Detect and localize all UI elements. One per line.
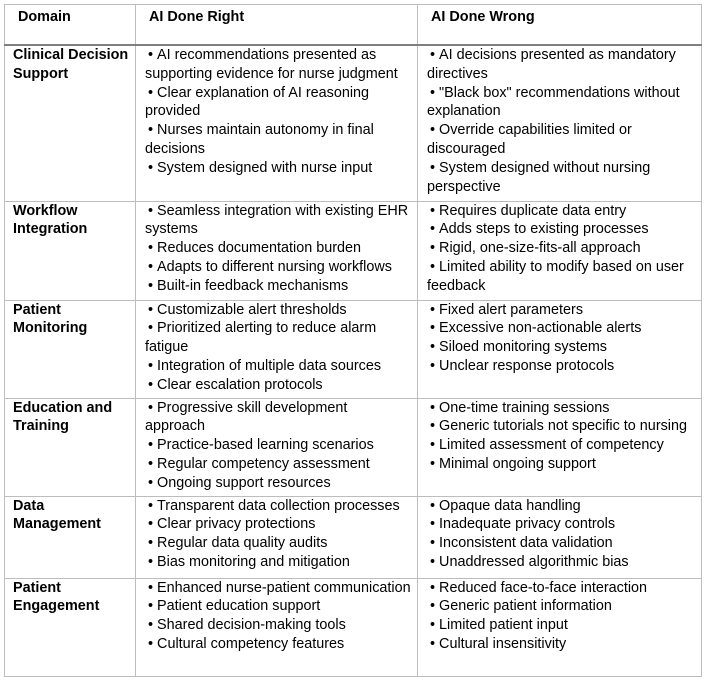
list-item: • Inadequate privacy controls — [427, 515, 695, 534]
wrong-list — [427, 579, 695, 654]
wrong-list — [427, 399, 695, 474]
right-list — [145, 399, 411, 493]
list-item: • Reduces documentation burden — [145, 239, 411, 258]
wrong-list — [427, 301, 695, 376]
list-item: • System designed without nursing perspective — [427, 159, 695, 197]
list-item: • Inconsistent data validation — [427, 534, 695, 553]
wrong-list — [427, 46, 695, 196]
right-list — [145, 46, 411, 178]
list-item: • Opaque data handling — [427, 497, 695, 516]
domain-cell: Clinical Decision Support — [5, 45, 136, 201]
list-item: • Cultural insensitivity — [427, 635, 695, 654]
list-item: • System designed with nurse input — [145, 159, 411, 178]
list-item: • Practice-based learning scenarios — [145, 436, 411, 455]
list-item: • Clear privacy protections — [145, 515, 411, 534]
table-row — [5, 398, 702, 496]
wrong-cell — [418, 496, 702, 578]
list-item: • Cultural competency features — [145, 635, 411, 654]
list-item: • Nurses maintain autonomy in final decisions — [145, 121, 411, 159]
right-cell — [136, 578, 418, 676]
header-domain: Domain — [5, 5, 136, 46]
list-item: • Clear explanation of AI reasoning provided — [145, 84, 411, 122]
right-cell — [136, 398, 418, 496]
wrong-cell — [418, 201, 702, 300]
table-row — [5, 45, 702, 201]
wrong-list — [427, 497, 695, 572]
list-item: • "Black box" recommendations without explanation — [427, 84, 695, 122]
list-item: • Bias monitoring and mitigation — [145, 553, 411, 572]
list-item: • Seamless integration with existing EHR systems — [145, 202, 411, 240]
list-item: • Generic tutorials not specific to nursing — [427, 417, 695, 436]
list-item: • Unclear response protocols — [427, 357, 695, 376]
domain-cell: Data Management — [5, 496, 136, 578]
list-item: • Progressive skill development approach — [145, 399, 411, 437]
list-item: • Unaddressed algorithmic bias — [427, 553, 695, 572]
table-row — [5, 201, 702, 300]
right-cell — [136, 496, 418, 578]
wrong-cell — [418, 300, 702, 398]
domain-cell: Patient Engagement — [5, 578, 136, 676]
wrong-cell — [418, 398, 702, 496]
list-item: • Clear escalation protocols — [145, 376, 411, 395]
list-item: • Regular competency assessment — [145, 455, 411, 474]
list-item: • Override capabilities limited or discouraged — [427, 121, 695, 159]
right-cell — [136, 45, 418, 201]
table-row — [5, 496, 702, 578]
list-item: • Excessive non-actionable alerts — [427, 319, 695, 338]
comparison-table — [4, 4, 702, 677]
list-item: • Integration of multiple data sources — [145, 357, 411, 376]
domain-cell: Patient Monitoring — [5, 300, 136, 398]
right-cell — [136, 300, 418, 398]
list-item: • AI recommendations presented as supporting evidence for nurse judgment — [145, 46, 411, 84]
list-item: • Rigid, one-size-fits-all approach — [427, 239, 695, 258]
list-item: • Siloed monitoring systems — [427, 338, 695, 357]
list-item: • AI decisions presented as mandatory directives — [427, 46, 695, 84]
wrong-cell — [418, 45, 702, 201]
list-item: • Built-in feedback mechanisms — [145, 277, 411, 296]
list-item: • Reduced face-to-face interaction — [427, 579, 695, 598]
table-row — [5, 300, 702, 398]
list-item: • Limited assessment of competency — [427, 436, 695, 455]
list-item: • One-time training sessions — [427, 399, 695, 418]
list-item: • Patient education support — [145, 597, 411, 616]
domain-cell: Education and Training — [5, 398, 136, 496]
right-list — [145, 579, 411, 654]
right-list — [145, 497, 411, 572]
list-item: • Requires duplicate data entry — [427, 202, 695, 221]
list-item: • Enhanced nurse-patient communication — [145, 579, 411, 598]
table-row — [5, 578, 702, 676]
wrong-cell — [418, 578, 702, 676]
list-item: • Adapts to different nursing workflows — [145, 258, 411, 277]
list-item: • Ongoing support resources — [145, 474, 411, 493]
header-ai-done-wrong: AI Done Wrong — [418, 5, 702, 46]
list-item: • Generic patient information — [427, 597, 695, 616]
list-item: • Transparent data collection processes — [145, 497, 411, 516]
right-list — [145, 202, 411, 296]
list-item: • Shared decision-making tools — [145, 616, 411, 635]
right-cell — [136, 201, 418, 300]
wrong-list — [427, 202, 695, 296]
list-item: • Regular data quality audits — [145, 534, 411, 553]
list-item: • Limited patient input — [427, 616, 695, 635]
domain-cell: Workflow Integration — [5, 201, 136, 300]
list-item: • Minimal ongoing support — [427, 455, 695, 474]
right-list — [145, 301, 411, 395]
header-ai-done-right: AI Done Right — [136, 5, 418, 46]
list-item: • Prioritized alerting to reduce alarm fatigue — [145, 319, 411, 357]
list-item: • Limited ability to modify based on user feedback — [427, 258, 695, 296]
list-item: • Customizable alert thresholds — [145, 301, 411, 320]
list-item: • Adds steps to existing processes — [427, 220, 695, 239]
header-row — [5, 5, 702, 46]
list-item: • Fixed alert parameters — [427, 301, 695, 320]
